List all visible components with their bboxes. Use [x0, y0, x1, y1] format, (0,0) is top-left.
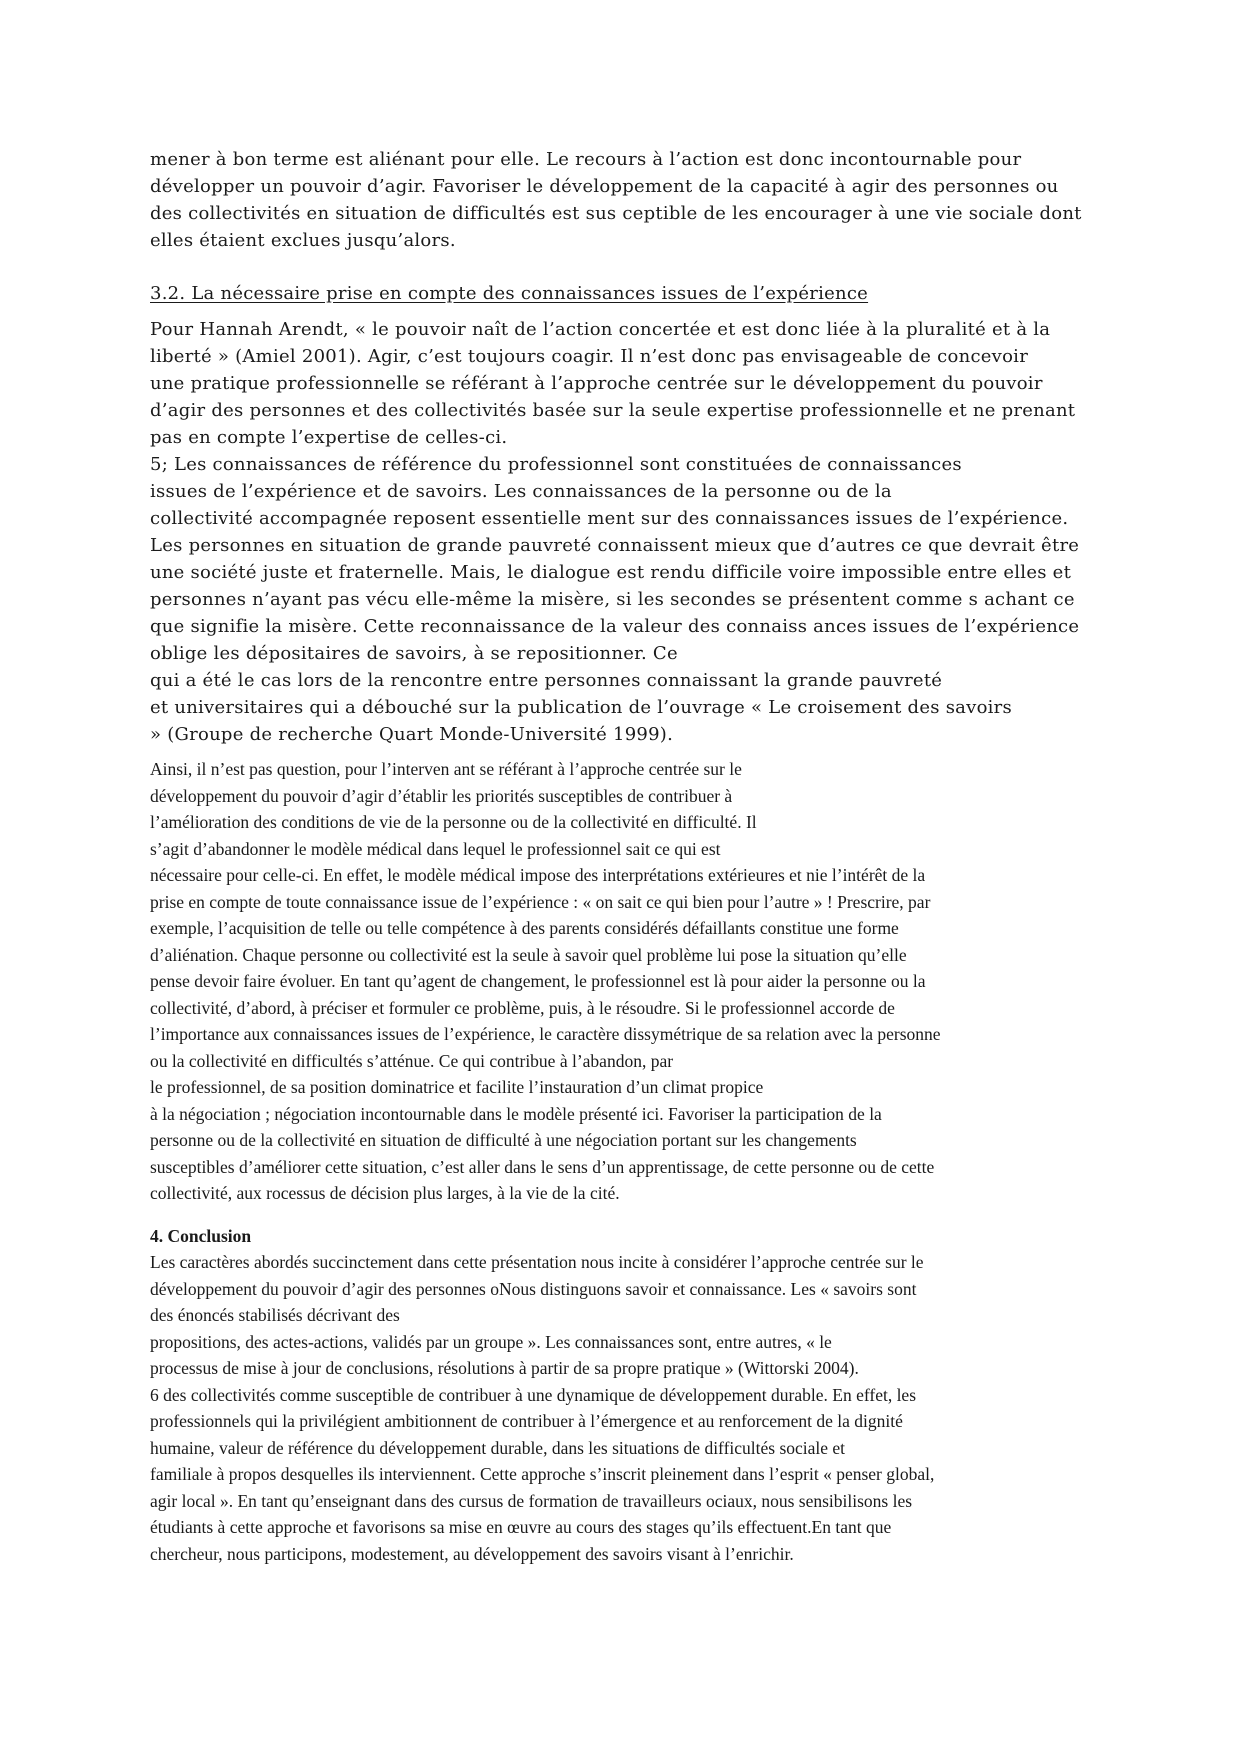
text-line: propositions, des actes-actions, validés par un groupe ». Les connaissances sont, entre autres, « le	[150, 1331, 832, 1352]
text-line: collectivité, aux rocessus de décision plus larges, à la vie de la cité.	[150, 1183, 620, 1203]
text-line: une société juste et fraternelle. Mais, le dialogue est rendu difficile voire impossible entre elles et	[150, 562, 1072, 583]
text-line: s’agit d’abandonner le modèle médical dans lequel le professionnel sait ce qui est	[150, 838, 721, 859]
text-line: issues de l’expérience et de savoirs. Les connaissances de la personne ou de la	[150, 481, 892, 502]
text-line: nécessaire pour celle-ci. En effet, le modèle médical impose des interprétations extérieures et nie l’intérêt de la	[150, 865, 926, 885]
section-heading-3-2: 3.2. La nécessaire prise en compte des connaissances issues de l’expérience	[150, 283, 869, 304]
text-line: des collectivités en situation de difficultés est sus ceptible de les encourager à une vie sociale dont	[150, 203, 1082, 224]
text-line: 6 des collectivités comme susceptible de contribuer à une dynamique de développement durable. En effet, les	[150, 1384, 917, 1405]
text-line: étudiants à cette approche et favorisons sa mise en œuvre au cours des stages qu’ils effectuent.En tant que	[150, 1517, 892, 1537]
text-line: développer un pouvoir d’agir. Favoriser le développement de la capacité à agir des personnes ou	[150, 176, 1059, 197]
text-line: des énoncés stabilisés décrivant des	[150, 1305, 400, 1325]
intro-paragraph	[150, 146, 1100, 254]
text-line: personne ou de la collectivité en situation de difficulté à une négociation portant sur les changements	[150, 1130, 857, 1150]
text-line: mener à bon terme est aliénant pour elle. Le recours à l’action est donc incontournable pour	[150, 149, 1022, 170]
text-line: collectivité accompagnée reposent essentielle ment sur des connaissances issues de l’expérience.	[150, 508, 1069, 529]
text-line: » (Groupe de recherche Quart Monde-Université 1999).	[150, 724, 674, 745]
text-line: elles étaient exclues jusqu’alors.	[150, 230, 456, 251]
text-line: personnes n’ayant pas vécu elle-même la misère, si les secondes se présentent comme s achant ce	[150, 589, 1075, 610]
text-line: exemple, l’acquisition de telle ou telle compétence à des parents considérés défaillants constitue une forme	[150, 918, 899, 938]
conclusion-heading: 4. Conclusion	[150, 1225, 252, 1246]
text-line: d’agir des personnes et des collectivités basée sur la seule expertise professionnelle et ne prenant	[150, 400, 1076, 421]
text-line: chercheur, nous participons, modestement, au développement des savoirs visant à l’enrichir.	[150, 1543, 794, 1564]
text-line: une pratique professionnelle se référant à l’approche centrée sur le développement du pouvoir	[150, 373, 1043, 394]
text-line: familiale à propos desquelles ils interviennent. Cette approche s’inscrit pleinement dans l’esprit « penser global,	[150, 1464, 935, 1484]
ainsi-paragraph	[150, 756, 1100, 1207]
text-line: développement du pouvoir d’agir d’établir les priorités susceptibles de contribuer à	[150, 785, 733, 806]
text-line: pense devoir faire évoluer. En tant qu’agent de changement, le professionnel est là pour aider la personne ou la	[150, 971, 926, 991]
text-line: ou la collectivité en difficultés s’atténue. Ce qui contribue à l’abandon, par	[150, 1050, 674, 1071]
text-line: et universitaires qui a débouché sur la publication de l’ouvrage « Le croisement des savoirs	[150, 697, 1013, 718]
text-line: que signifie la misère. Cette reconnaissance de la valeur des connaiss ances issues de l’expérience	[150, 616, 1080, 637]
text-line: susceptibles d’améliorer cette situation, c’est aller dans le sens d’un apprentissage, de cette personne ou de cette	[150, 1156, 935, 1177]
text-line: 5; Les connaissances de référence du professionnel sont constituées de connaissances	[150, 454, 962, 475]
conclusion-paragraph	[150, 1249, 1100, 1567]
text-line: développement du pouvoir d’agir des personnes oNous distinguons savoir et connaissance. Les « savoirs sont	[150, 1278, 917, 1299]
text-line: liberté » (Amiel 2001). Agir, c’est toujours coagir. Il n’est donc pas envisageable de concevoir	[150, 346, 1029, 367]
text-line: à la négociation ; négociation incontournable dans le modèle présenté ici. Favoriser la participation de la	[150, 1103, 882, 1124]
text-line: professionnels qui la privilégient ambitionnent de contribuer à l’émergence et au renforcement de la dignité	[150, 1411, 903, 1431]
text-line: qui a été le cas lors de la rencontre entre personnes connaissant la grande pauvreté	[150, 670, 943, 691]
text-line: Les caractères abordés succinctement dans cette présentation nous incite à considérer l’approche centrée sur le	[150, 1252, 924, 1272]
text-line: prise en compte de toute connaissance issue de l’expérience : « on sait ce qui bien pour l’autre » ! Prescrire, par	[150, 891, 931, 912]
text-line: Ainsi, il n’est pas question, pour l’interven ant se référant à l’approche centrée sur le	[150, 759, 742, 779]
text-line: Pour Hannah Arendt, « le pouvoir naît de l’action concertée et est donc liée à la pluralité et à la	[150, 319, 1051, 340]
text-line: l’importance aux connaissances issues de l’expérience, le caractère dissymétrique de sa relation avec la personne	[150, 1024, 941, 1044]
text-line: agir local ». En tant qu’enseignant dans des cursus de formation de travailleurs ociaux, nous sensibilisons les	[150, 1490, 913, 1511]
text-line: humaine, valeur de référence du développement durable, dans les situations de difficultés sociale et	[150, 1437, 846, 1458]
text-line: pas en compte l’expertise de celles-ci.	[150, 427, 508, 448]
section-3-2-paragraph	[150, 316, 1100, 748]
text-line: oblige les dépositaires de savoirs, à se repositionner. Ce	[150, 643, 678, 664]
text-line: l’amélioration des conditions de vie de la personne ou de la collectivité en difficulté. Il	[150, 812, 757, 832]
text-line: d’aliénation. Chaque personne ou collectivité est la seule à savoir quel problème lui pose la situation qu’elle	[150, 944, 907, 965]
text-line: collectivité, d’abord, à préciser et formuler ce problème, puis, à le résoudre. Si le professionnel accorde de	[150, 997, 895, 1018]
text-line: le professionnel, de sa position dominatrice et facilite l’instauration d’un climat propice	[150, 1077, 764, 1097]
text-line: Les personnes en situation de grande pauvreté connaissent mieux que d’autres ce que devrait être	[150, 535, 1080, 556]
text-line: processus de mise à jour de conclusions, résolutions à partir de sa propre pratique » (Wittorski 2004).	[150, 1358, 859, 1378]
document-page	[150, 146, 1100, 1567]
